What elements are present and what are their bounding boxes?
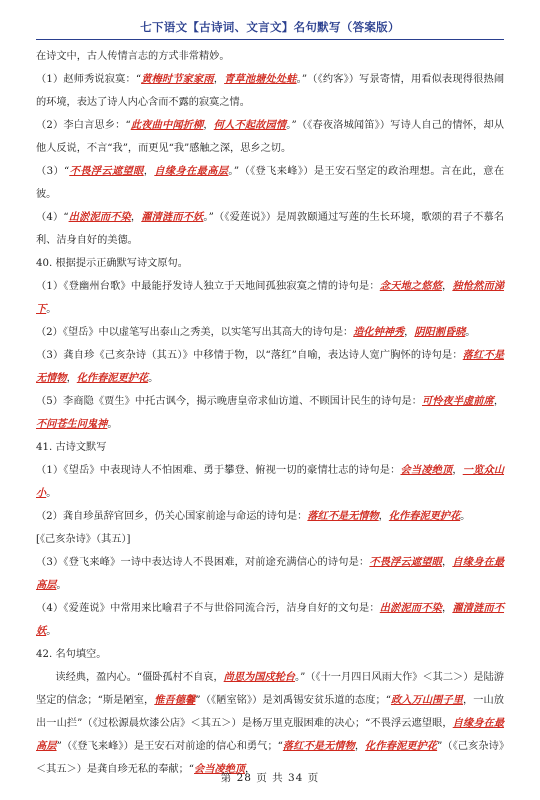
body-text: 。	[107, 419, 118, 430]
body-text: 。”（《春夜洛城闻笛》）写诗人自己的情怀，却从他人反说，不言“我”，而更见“我”感触之深，思乡之切。	[36, 120, 505, 154]
body-text: 42. 名句填空。	[36, 649, 107, 660]
answer-text: 化作春泥更护花	[388, 510, 461, 522]
body-text: （4）“	[36, 212, 69, 223]
text-paragraph	[36, 528, 504, 551]
body-text: （1）赵师秀说寂寞：“	[36, 74, 142, 85]
answer-text: 惟吾德馨	[154, 694, 196, 706]
body-text: 读经典，盈内心。“僵卧孤村不自哀，	[55, 672, 224, 683]
body-text: 40. 根据提示正确默写诗文原句。	[36, 258, 188, 269]
answer-text: 阴阳割昏晓	[414, 326, 466, 338]
body-text: （1）《登幽州台歌》中最能抒发诗人独立于天地间孤独寂寞之情的诗句是：	[36, 281, 380, 292]
answer-text: 会当凌绝顶	[194, 763, 245, 775]
body-text: 。”（《爱莲说》）是周敦颐通过写莲的生长环境，歌颂的君子不慕名利、洁身自好的美德。	[36, 212, 504, 246]
body-text: 。”（《登飞来峰》）是王安石坚定的政治理想。言在此，意在彼。	[36, 166, 505, 200]
document-body	[36, 45, 504, 781]
body-text: ”（《己亥杂诗》＜其五＞）是龚自珍无私的奉献；“	[36, 741, 505, 775]
text-paragraph	[36, 321, 504, 344]
body-text: ”（《登飞来峰》）是王安石对前途的信心和勇气；“	[56, 741, 283, 752]
body-text: ，	[441, 557, 453, 568]
answer-text: 濯清涟而不妖	[141, 211, 204, 223]
body-text: ”（《陋室铭》）是刘禹锡安贫乐道的态度；“	[195, 695, 391, 706]
body-text: （2）《望岳》中以虚笔写出泰山之秀美，以实笔写出其高大的诗句是：	[36, 327, 354, 338]
answer-text: 落红不是无情物	[307, 510, 379, 522]
text-paragraph	[36, 597, 504, 643]
body-text: 。	[46, 626, 57, 637]
text-paragraph	[36, 666, 504, 781]
body-text: 。”（《约客》）写景寄情，用看似表现得很热闹的环境，表达了诗人内心含而不露的寂寞之情。	[36, 74, 505, 108]
text-paragraph	[36, 160, 504, 206]
answer-text: 独怆然而涕下	[36, 280, 505, 315]
text-paragraph	[36, 275, 504, 321]
answer-text: 濯清涟而不妖	[36, 602, 505, 637]
text-paragraph	[36, 643, 504, 666]
body-text: （5）李商隐《贾生》中托古讽今，揭示晚唐皇帝求仙访道、不顾国计民生的诗句是：	[36, 396, 423, 407]
body-text: ，	[441, 281, 453, 292]
body-text: ，	[130, 212, 142, 223]
header-divider	[36, 39, 504, 40]
body-text: ，	[143, 166, 155, 177]
answer-text: 一览众山小	[36, 464, 505, 499]
body-text: （4）《爱莲说》中常用来比喻君子不与世俗同流合污，洁身自好的文句是：	[36, 603, 380, 614]
body-text: 。	[460, 511, 471, 522]
body-text: 。	[465, 327, 476, 338]
body-text: （1）《望岳》中表现诗人不怕困难、勇于攀登、俯视一切的豪情壮志的诗句是：	[36, 465, 401, 476]
page-header-title: 七下语文【古诗词、文言文】名句默写（答案版）	[140, 20, 400, 34]
body-text: ，	[203, 120, 214, 131]
body-text: 41. 古诗文默写	[36, 442, 107, 453]
body-text: ，	[244, 764, 256, 775]
text-paragraph	[36, 114, 504, 160]
body-text: ，	[378, 511, 389, 522]
answer-text: 青草池塘处处蛙	[224, 73, 297, 85]
body-text: 。	[46, 304, 57, 315]
answer-text: 尚思为国戍轮台	[223, 671, 295, 683]
answer-text: 黄梅时节家家雨	[141, 73, 214, 85]
body-text: （3）“	[36, 166, 70, 177]
text-paragraph	[36, 252, 504, 275]
answer-text: 自缘身在最高层	[36, 556, 505, 591]
text-paragraph	[36, 344, 504, 390]
text-paragraph	[36, 459, 504, 505]
body-text: ，	[493, 396, 504, 407]
text-paragraph	[36, 505, 504, 528]
answer-text: 出淤泥而不染	[379, 602, 442, 614]
answer-text: 不畏浮云遮望眼	[69, 165, 144, 177]
body-text: ，	[213, 74, 225, 85]
body-text: ，	[66, 373, 77, 384]
answer-text: 造化钟神秀	[353, 326, 405, 338]
body-text: [《己亥杂诗》（其五）]	[36, 534, 131, 545]
answer-text: 落红不是无情物	[36, 349, 505, 384]
answer-text: 何人不起故园情	[213, 119, 287, 131]
answer-text: 可怜夜半虚前席	[422, 395, 494, 407]
body-text: （2）李白言思乡：“	[36, 120, 131, 131]
page-footer: 第 28 页 共 34 页	[220, 772, 320, 784]
body-text: 在诗文中，古人传情言志的方式非常精妙。	[36, 51, 230, 62]
body-text: ，	[441, 603, 453, 614]
text-paragraph	[36, 390, 504, 436]
answer-text: 落红不是无情物	[282, 740, 355, 752]
text-paragraph	[36, 551, 504, 597]
body-text: （2）龚自珍虽辞官回乡，仍关心国家前途与命运的诗句是：	[36, 511, 308, 522]
answer-text: 政入万山围子里	[390, 694, 463, 706]
body-text: ，	[354, 741, 366, 752]
body-text: （3）《登飞来峰》一诗中表达诗人不畏困难，对前途充满信心的诗句是：	[36, 557, 370, 568]
body-text: 。	[56, 580, 67, 591]
body-text: （3）龚自珍《己亥杂诗（其五）》中移情于物，以“落红”自喻，表达诗人宽广胸怀的诗句是：	[36, 350, 463, 361]
text-paragraph	[36, 206, 504, 252]
answer-text: 会当凌绝顶	[400, 464, 453, 476]
answer-text: 出淤泥而不染	[68, 211, 131, 223]
answer-text: 念天地之悠悠	[379, 280, 442, 292]
body-text: ，	[404, 327, 415, 338]
answer-text: 不畏浮云遮望眼	[369, 556, 442, 568]
answer-text: 化作春泥更护花	[76, 372, 149, 384]
answer-text: 不问苍生问鬼神	[36, 418, 108, 430]
answer-text: 自缘身在最高层	[154, 165, 229, 177]
answer-text: 此夜曲中闻折柳	[130, 119, 204, 131]
body-text: 。	[46, 488, 57, 499]
body-text: ，	[452, 465, 463, 476]
answer-text: 化作春泥更护花	[365, 740, 438, 752]
body-text: 。”（《十一月四日风雨大作》＜其二＞）是陆游坚定的信念；“斯是陋室，	[36, 672, 504, 706]
answer-text: 自缘身在最高层	[36, 717, 505, 752]
text-paragraph	[36, 436, 504, 459]
text-paragraph	[36, 68, 504, 114]
body-text: 。	[148, 373, 159, 384]
text-paragraph	[36, 45, 504, 68]
body-text: ，一山放出一山拦”（《过松源晨炊漆公店》＜其五＞）是杨万里克服困难的决心；“不畏浮云遮望眼，	[36, 695, 505, 729]
